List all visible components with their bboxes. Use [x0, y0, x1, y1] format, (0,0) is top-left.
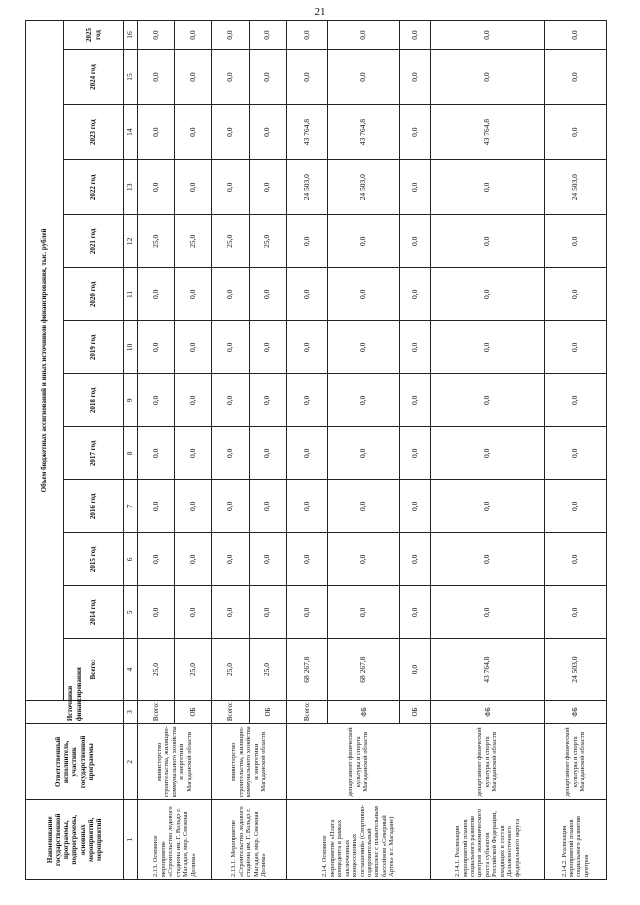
activity-name: 2.14.2. Реализация мероприятий планов социального развития центров	[544, 800, 606, 880]
year-value: 0,0	[400, 268, 431, 321]
year-value: 0,0	[138, 21, 175, 50]
funding-table	[25, 20, 607, 880]
year-value: 0,0	[249, 21, 286, 50]
year-value: 0,0	[431, 321, 545, 374]
year-value: 0,0	[286, 374, 327, 427]
year-value: 24 503,0	[328, 160, 400, 215]
year-value: 0,0	[249, 268, 286, 321]
year-value: 43 764,8	[286, 105, 327, 160]
table-row	[431, 21, 545, 880]
year-value: 0,0	[212, 105, 249, 160]
year-value: 0,0	[400, 480, 431, 533]
year-value: 0,0	[431, 21, 545, 50]
funding-source: ФБ	[431, 700, 545, 723]
year-value: 0,0	[212, 586, 249, 639]
year-value: 25,0	[138, 215, 175, 268]
year-value: 0,0	[138, 160, 175, 215]
year-value: 25,0	[175, 215, 212, 268]
year-value: 43 764,8	[328, 105, 400, 160]
year-value: 0,0	[431, 427, 545, 480]
year-value: 0,0	[175, 268, 212, 321]
year-value: 0,0	[249, 533, 286, 586]
table-row	[212, 21, 249, 880]
activity-name: 2.14.1. Реализация мероприятий планов социального развития центров экономического роста субъектов Российской Федерации, входящих в состав Дальневосточного федерального округа	[431, 800, 545, 880]
year-value: 0,0	[544, 480, 606, 533]
funding-source: Всего:	[138, 700, 175, 723]
header-source: Источники финансирования	[26, 700, 124, 723]
year-value: 0,0	[212, 427, 249, 480]
year-value: 43 764,8	[431, 105, 545, 160]
total-value: 25,0	[138, 639, 175, 700]
header-year: 2018 год	[64, 374, 124, 427]
table-row	[286, 21, 327, 880]
header-year: 2020 год	[64, 268, 124, 321]
column-number: 13	[124, 160, 138, 215]
year-value: 0,0	[175, 586, 212, 639]
year-value: 0,0	[400, 105, 431, 160]
year-value: 0,0	[175, 533, 212, 586]
year-value: 0,0	[544, 215, 606, 268]
total-value: 0,0	[400, 639, 431, 700]
year-value: 25,0	[212, 215, 249, 268]
column-number: 8	[124, 427, 138, 480]
year-value: 0,0	[400, 321, 431, 374]
year-value: 0,0	[249, 374, 286, 427]
year-value: 0,0	[544, 105, 606, 160]
year-value: 0,0	[212, 480, 249, 533]
year-value: 0,0	[212, 321, 249, 374]
column-number: 15	[124, 49, 138, 104]
activity-name: 2.14. Основное мероприятие «Плата концедента в рамках заключенных концессионных соглашений» (Спортивно-оздоровительный комплекс с плавательным бассейном «Северный Артек» в г. Магадане)	[286, 800, 431, 880]
year-value: 0,0	[400, 160, 431, 215]
funding-source: ФБ	[328, 700, 400, 723]
total-value: 68 267,8	[328, 639, 400, 700]
column-number: 14	[124, 105, 138, 160]
year-value: 0,0	[431, 374, 545, 427]
funding-source: Всего:	[212, 700, 249, 723]
year-value: 0,0	[544, 268, 606, 321]
year-value: 0,0	[138, 480, 175, 533]
year-value: 0,0	[138, 586, 175, 639]
year-value: 0,0	[328, 427, 400, 480]
year-value: 0,0	[400, 21, 431, 50]
column-number: 11	[124, 268, 138, 321]
year-value: 0,0	[286, 586, 327, 639]
total-value: 24 503,0	[544, 639, 606, 700]
responsible-executor: департамент физической культуры и спорта Магаданской области	[286, 724, 431, 800]
total-value: 43 764,8	[431, 639, 545, 700]
year-value: 0,0	[175, 480, 212, 533]
year-value: 0,0	[328, 586, 400, 639]
year-value: 0,0	[212, 374, 249, 427]
funding-source: Всего:	[286, 700, 327, 723]
year-value: 0,0	[544, 321, 606, 374]
year-value: 24 503,0	[544, 160, 606, 215]
year-value: 0,0	[400, 374, 431, 427]
header-year: 2016 год	[64, 480, 124, 533]
header-year: 2014 год	[64, 586, 124, 639]
year-value: 0,0	[544, 533, 606, 586]
year-value: 0,0	[138, 49, 175, 104]
header-year: 2024 год	[64, 49, 124, 104]
year-value: 0,0	[400, 533, 431, 586]
column-number: 5	[124, 586, 138, 639]
header-funding-title: Объем бюджетных ассигнований и иных источников финансирования, тыс. рублей	[26, 21, 64, 701]
header-year: 2017 год	[64, 427, 124, 480]
year-value: 0,0	[286, 533, 327, 586]
column-number: 10	[124, 321, 138, 374]
year-value: 0,0	[212, 21, 249, 50]
header-name: Наименование государственной программы, подпрограммы, основных мероприятий, мероприятий	[26, 800, 124, 880]
header-total: Всего:	[64, 639, 124, 700]
year-value: 0,0	[328, 480, 400, 533]
header-year: 2019 год	[64, 321, 124, 374]
year-value: 0,0	[286, 268, 327, 321]
year-value: 0,0	[400, 49, 431, 104]
year-value: 0,0	[286, 321, 327, 374]
year-value: 0,0	[286, 427, 327, 480]
page-number: 21	[314, 6, 326, 18]
year-value: 0,0	[328, 49, 400, 104]
year-value: 0,0	[249, 321, 286, 374]
header-responsible: Ответственный исполнитель, участник государственной программы	[26, 724, 124, 800]
year-value: 0,0	[249, 160, 286, 215]
year-value: 0,0	[431, 160, 545, 215]
total-value: 68 267,8	[286, 639, 327, 700]
year-value: 0,0	[286, 21, 327, 50]
funding-source: ФБ	[544, 700, 606, 723]
funding-source: ОБ	[249, 700, 286, 723]
year-value: 0,0	[431, 215, 545, 268]
year-value: 0,0	[431, 49, 545, 104]
column-number: 2	[124, 724, 138, 800]
year-value: 0,0	[431, 480, 545, 533]
year-value: 0,0	[544, 586, 606, 639]
header-year: 2025 год	[64, 21, 124, 50]
year-value: 0,0	[431, 268, 545, 321]
year-value: 0,0	[328, 533, 400, 586]
year-value: 0,0	[138, 427, 175, 480]
column-numbers-row	[124, 21, 138, 880]
year-value: 0,0	[544, 21, 606, 50]
year-value: 0,0	[328, 268, 400, 321]
responsible-executor: министерство строительства, жилищно-коммунального хозяйства и энергетики Магаданской области	[212, 724, 286, 800]
year-value: 0,0	[138, 105, 175, 160]
year-value: 0,0	[431, 533, 545, 586]
year-value: 0,0	[212, 268, 249, 321]
rotated-table-wrapper	[25, 20, 607, 880]
year-value: 0,0	[286, 49, 327, 104]
table-row	[138, 21, 175, 880]
year-value: 0,0	[544, 427, 606, 480]
year-value: 0,0	[212, 49, 249, 104]
year-value: 0,0	[138, 268, 175, 321]
year-value: 0,0	[431, 586, 545, 639]
year-value: 0,0	[175, 160, 212, 215]
year-value: 0,0	[249, 49, 286, 104]
column-number: 7	[124, 480, 138, 533]
year-value: 0,0	[249, 586, 286, 639]
year-value: 0,0	[328, 374, 400, 427]
year-value: 0,0	[175, 105, 212, 160]
year-value: 0,0	[175, 427, 212, 480]
total-value: 25,0	[212, 639, 249, 700]
column-number: 3	[124, 700, 138, 723]
year-value: 0,0	[286, 480, 327, 533]
year-value: 0,0	[328, 21, 400, 50]
year-value: 0,0	[212, 533, 249, 586]
column-number: 4	[124, 639, 138, 700]
column-number: 12	[124, 215, 138, 268]
year-value: 0,0	[138, 533, 175, 586]
year-value: 0,0	[544, 374, 606, 427]
responsible-executor: департамент физической культуры и спорта Магаданской области	[431, 724, 545, 800]
activity-name: 2.13. Основное мероприятие «Строительство ледового стадиона им. Г. Вальдэ г. Магадан, мкр. Снежная Долина»	[138, 800, 212, 880]
year-value: 0,0	[249, 427, 286, 480]
activity-name: 2.13.1. Мероприятие «Строительство ледового стадиона им. Г. Вальдэ г. Магадан, мкр. Снежная Долина»	[212, 800, 286, 880]
column-number: 16	[124, 21, 138, 50]
year-value: 0,0	[400, 215, 431, 268]
table-body	[138, 21, 607, 880]
header-year: 2015 год	[64, 533, 124, 586]
year-value: 0,0	[138, 321, 175, 374]
year-value: 0,0	[175, 374, 212, 427]
year-value: 0,0	[400, 427, 431, 480]
funding-source: ОБ	[400, 700, 431, 723]
header-year: 2021 год	[64, 215, 124, 268]
column-number: 6	[124, 533, 138, 586]
year-value: 0,0	[249, 480, 286, 533]
responsible-executor: министерство строительства, жилищно-коммунального хозяйства и энергетики Магаданской области	[138, 724, 212, 800]
responsible-executor: департамент физической культуры и спорта Магаданской области	[544, 724, 606, 800]
header-year: 2022 год	[64, 160, 124, 215]
year-value: 0,0	[249, 105, 286, 160]
column-number: 1	[124, 800, 138, 880]
year-value: 0,0	[286, 215, 327, 268]
year-value: 0,0	[175, 321, 212, 374]
column-number: 9	[124, 374, 138, 427]
year-value: 0,0	[400, 586, 431, 639]
table-row	[544, 21, 606, 880]
year-value: 0,0	[138, 374, 175, 427]
year-value: 0,0	[544, 49, 606, 104]
funding-source: ОБ	[175, 700, 212, 723]
year-value: 0,0	[212, 160, 249, 215]
header-year: 2023 год	[64, 105, 124, 160]
year-value: 0,0	[328, 321, 400, 374]
total-value: 25,0	[175, 639, 212, 700]
year-value: 0,0	[175, 49, 212, 104]
total-value: 25,0	[249, 639, 286, 700]
year-value: 25,0	[249, 215, 286, 268]
year-value: 0,0	[328, 215, 400, 268]
year-value: 0,0	[175, 21, 212, 50]
year-value: 24 503,0	[286, 160, 327, 215]
